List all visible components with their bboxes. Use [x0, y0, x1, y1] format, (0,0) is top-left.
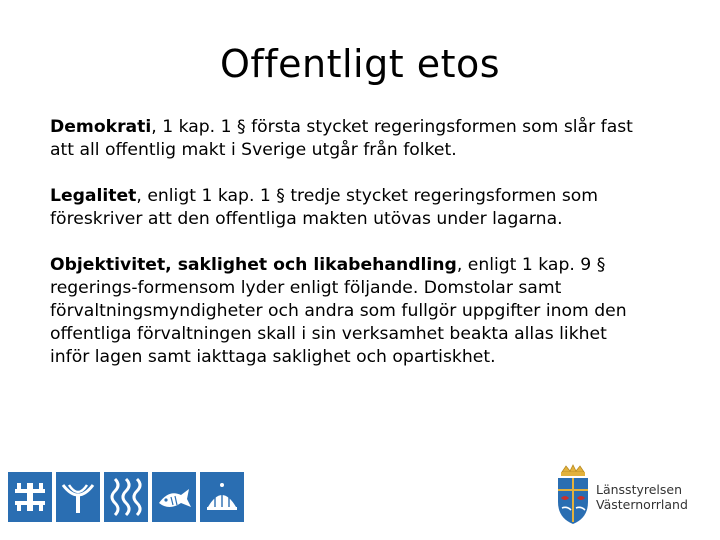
brand-name: [596, 482, 688, 512]
paragraph-objektivitet: [50, 254, 660, 369]
wave-icon: [104, 472, 148, 522]
paragraph-demokrati: [50, 116, 660, 162]
term-demokrati: Demokrati: [50, 117, 152, 137]
symbol-strip: [8, 472, 244, 522]
paragraph-text: , 1 kap. 1 § första stycket regeringsformen som slår fast: [151, 117, 633, 137]
county-board-logo: [552, 462, 720, 528]
paragraph-legalitet: [50, 185, 660, 231]
paragraph-text: regerings-formensom lyder enligt följande. Domstolar samt: [50, 278, 562, 298]
paragraph-text: , enligt 1 kap. 9 §: [456, 255, 606, 275]
dome-icon: [200, 472, 244, 522]
fountain-icon: [56, 472, 100, 522]
term-legalitet: Legalitet: [50, 186, 137, 206]
paragraph-text: att all offentlig makt i Sverige utgår från folket.: [50, 140, 457, 160]
body-text: [50, 116, 660, 392]
term-objektivitet: Objektivitet, saklighet och likabehandling: [50, 255, 457, 275]
fish-icon: [152, 472, 196, 522]
county-coat-of-arms-icon: [552, 462, 594, 526]
paragraph-text: föreskriver att den offentliga makten utövas under lagarna.: [50, 209, 563, 229]
paragraph-text: , enligt 1 kap. 1 § tredje stycket regeringsformen som: [136, 186, 599, 206]
page-title: Offentligt etos: [219, 42, 501, 86]
paragraph-text: inför lagen samt iakttaga saklighet och opartiskhet.: [50, 347, 496, 367]
brand-name-line2: Västernorrland: [596, 497, 688, 512]
crown-symbol-icon: [8, 472, 52, 522]
brand-name-line1: Länsstyrelsen: [596, 482, 683, 497]
paragraph-text: offentliga förvaltningen skall i sin verksamhet beakta allas likhet: [50, 324, 607, 344]
paragraph-text: förvaltningsmyndigheter och andra som fullgör uppgifter inom den: [50, 301, 627, 321]
